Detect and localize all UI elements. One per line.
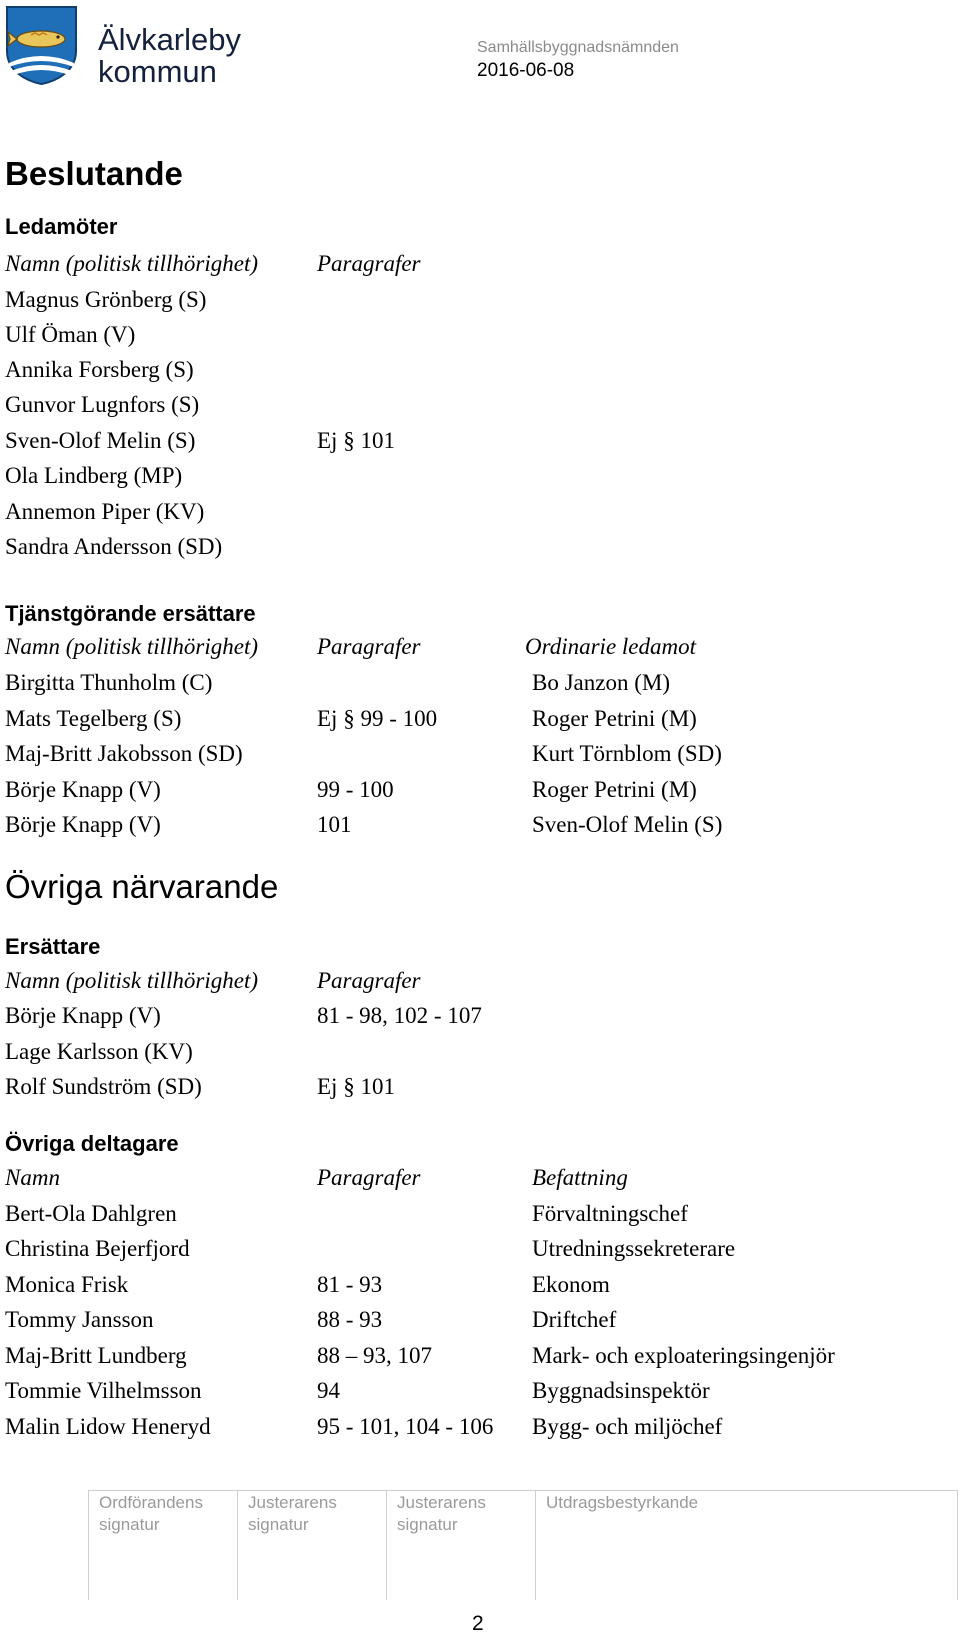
- member-name: Ulf Öman (V): [5, 322, 136, 347]
- participant-paragrafer: 81 - 93: [317, 1272, 383, 1297]
- ersattare-name: Lage Karlsson (KV): [5, 1039, 193, 1064]
- participant-befattning: Ekonom: [532, 1272, 610, 1297]
- member-name: Annemon Piper (KV): [5, 499, 205, 524]
- participant-befattning: Mark- och exploateringsingenjör: [532, 1343, 835, 1368]
- municipal-coat-of-arms-icon: [5, 5, 78, 85]
- participant-paragrafer: 94: [317, 1378, 340, 1403]
- member-name: Sandra Andersson (SD): [5, 534, 223, 559]
- substitute-name: Mats Tegelberg (S): [5, 706, 182, 731]
- signature-label: Justerarens signatur: [248, 1493, 337, 1534]
- member-name: Gunvor Lugnfors (S): [5, 392, 200, 417]
- column-header-name: Namn (politisk tillhörighet): [5, 968, 258, 993]
- signature-label: Utdragsbestyrkande: [546, 1493, 699, 1512]
- participant-name: Christina Bejerfjord: [5, 1236, 190, 1261]
- signature-box-justerare-2: [386, 1490, 486, 1600]
- member-name: Annika Forsberg (S): [5, 357, 194, 382]
- substitute-ordinarie: Sven-Olof Melin (S): [532, 812, 723, 837]
- column-header-paragrafer: Paragrafer: [317, 251, 421, 276]
- participant-name: Monica Frisk: [5, 1272, 129, 1297]
- substitute-paragrafer: 101: [317, 812, 352, 837]
- member-name: Ola Lindberg (MP): [5, 463, 183, 488]
- meeting-date: 2016-06-08: [477, 60, 575, 81]
- member-name: Magnus Grönberg (S): [5, 287, 207, 312]
- ersattare-name: Rolf Sundström (SD): [5, 1074, 202, 1099]
- ersattare-name: Börje Knapp (V): [5, 1003, 161, 1028]
- column-header-name: Namn (politisk tillhörighet): [5, 251, 258, 276]
- participant-paragrafer: 95 - 101, 104 - 106: [317, 1414, 494, 1439]
- page-number: 2: [472, 1612, 484, 1635]
- column-header-befattning: Befattning: [532, 1165, 628, 1190]
- participant-befattning: Driftchef: [532, 1307, 617, 1332]
- signature-box-utdragsbestyrkande: [535, 1490, 699, 1600]
- column-header-name: Namn: [5, 1165, 60, 1190]
- participant-name: Bert-Ola Dahlgren: [5, 1201, 177, 1226]
- substitute-paragrafer: Ej § 99 - 100: [317, 706, 438, 731]
- participant-befattning: Förvaltningschef: [532, 1201, 688, 1226]
- section-title-beslutande: Beslutande: [5, 155, 183, 192]
- committee-name: Samhällsbyggnadsnämnden: [477, 39, 679, 56]
- column-header-paragrafer: Paragrafer: [317, 1165, 421, 1190]
- participant-name: Tommy Jansson: [5, 1307, 154, 1332]
- signature-label: Ordförandens signatur: [99, 1493, 203, 1534]
- subsection-title-ovriga-deltagare: Övriga deltagare: [5, 1131, 179, 1156]
- ersattare-paragrafer: Ej § 101: [317, 1074, 395, 1099]
- municipality-logo-text: Älvkarleby kommun: [98, 22, 241, 89]
- substitute-name: Börje Knapp (V): [5, 812, 161, 837]
- subsection-title-tjanstgorande-ersattare: Tjänstgörande ersättare: [5, 601, 256, 626]
- column-header-paragrafer: Paragrafer: [317, 968, 421, 993]
- substitute-name: Börje Knapp (V): [5, 777, 161, 802]
- column-header-ordinarie: Ordinarie ledamot: [525, 634, 696, 659]
- participant-paragrafer: 88 - 93: [317, 1307, 383, 1332]
- column-header-paragrafer: Paragrafer: [317, 634, 421, 659]
- participant-name: Malin Lidow Heneryd: [5, 1414, 211, 1439]
- section-title-ovriga-narvarande: Övriga närvarande: [5, 868, 279, 905]
- substitute-ordinarie: Roger Petrini (M): [532, 706, 697, 731]
- substitute-ordinarie: Bo Janzon (M): [532, 670, 670, 695]
- signature-table-top-border: [88, 1490, 958, 1491]
- ersattare-paragrafer: 81 - 98, 102 - 107: [317, 1003, 482, 1028]
- subsection-title-ledamoter: Ledamöter: [5, 214, 118, 239]
- participant-befattning: Byggnadsinspektör: [532, 1378, 710, 1403]
- participant-name: Maj-Britt Lundberg: [5, 1343, 187, 1368]
- member-paragrafer: Ej § 101: [317, 428, 395, 453]
- substitute-name: Birgitta Thunholm (C): [5, 670, 213, 695]
- substitute-ordinarie: Roger Petrini (M): [532, 777, 697, 802]
- participant-befattning: Utredningssekreterare: [532, 1236, 736, 1261]
- participant-name: Tommie Vilhelmsson: [5, 1378, 202, 1403]
- signature-table-right-border: [957, 1490, 958, 1600]
- subsection-title-ersattare: Ersättare: [5, 934, 101, 959]
- substitute-name: Maj-Britt Jakobsson (SD): [5, 741, 243, 766]
- signature-label: Justerarens signatur: [397, 1493, 486, 1534]
- member-name: Sven-Olof Melin (S): [5, 428, 196, 453]
- signature-box-justerare-1: [237, 1490, 337, 1600]
- signature-box-ordforande: [88, 1490, 203, 1600]
- substitute-ordinarie: Kurt Törnblom (SD): [532, 741, 722, 766]
- substitute-paragrafer: 99 - 100: [317, 777, 394, 802]
- participant-befattning: Bygg- och miljöchef: [532, 1414, 723, 1439]
- participant-paragrafer: 88 – 93, 107: [317, 1343, 432, 1368]
- column-header-name: Namn (politisk tillhörighet): [5, 634, 258, 659]
